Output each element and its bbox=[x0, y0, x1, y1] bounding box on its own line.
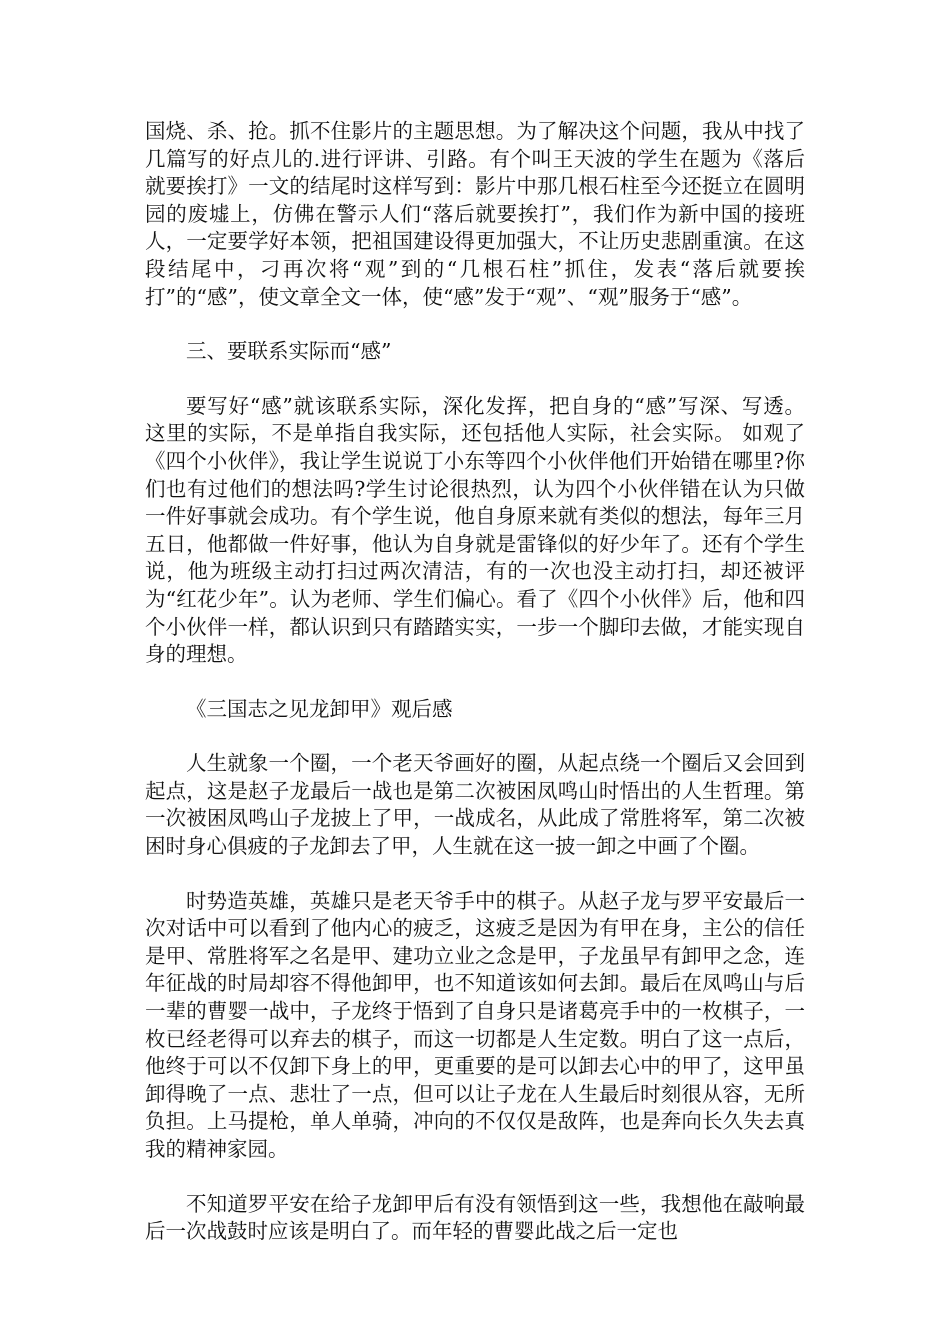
paragraph-practice: 要写好“感”就该联系实际，深化发挥，把自身的“感”写深、写透。 这里的实际，不是单指自我实际，还包括他人实际，社会实际。 如观了《四个小伙伴》，我让学生说说丁小东等四个小伙伴他们开始错在哪里?你们也有过他们的想法吗?学生讨论很热烈，认为四个小伙伴错在认为只做一件好事就会成功。有个学生说，他自身原来就有类似的想法，每年三月五日，他都做一件好事，他认为自身就是雷锋似的好少年了。还有个学生说，他为班级主动打扫过两次清洁，有的一次也没主动打扫，却还被评为“红花少年”。认为老师、学生们偏心。看了《四个小伙伴》后，他和四个小伙伴一样，都认识到只有踏踏实实，一步一个脚印去做，才能实现自身的理想。 bbox=[145, 393, 805, 667]
paragraph-hero-and-chess: 时势造英雄，英雄只是老天爷手中的棋子。从赵子龙与罗平安最后一次对话中可以看到了他内心的疲乏，这疲乏是因为有甲在身，主公的信任是甲、常胜将军之名是甲、建功立业之念是甲，子龙虽早有卸甲之念，连年征战的时局却容不得他卸甲，也不知道该如何去卸。最后在凤鸣山与后一辈的曹婴一战中，子龙终于悟到了自身只是诸葛亮手中的一枚棋子，一枚已经老得可以弃去的棋子，而这一切都是人生定数。明白了这一点后，他终于可以不仅卸下身上的甲，更重要的是可以卸去心中的甲了，这甲虽卸得晚了一点、悲壮了一点，但可以让子龙在人生最后时刻很从容，无所负担。上马提枪，单人单骑，冲向的不仅仅是敌阵，也是奔向长久失去真我的精神家园。 bbox=[145, 888, 805, 1161]
paragraph-circle-of-life: 人生就象一个圈，一个老天爷画好的圈，从起点绕一个圈后又会回到起点，这是赵子龙最后一战也是第二次被困凤鸣山时悟出的人生哲理。第一次被困凤鸣山子龙披上了甲，一战成名，从此成了常胜将军，第二次被困时身心俱疲的子龙卸去了甲，人生就在这一披一卸之中画了个圈。 bbox=[145, 751, 805, 859]
paragraph-continuation: 国烧、杀、抢。抓不住影片的主题思想。为了解决这个问题，我从中找了几篇写的好点儿的.进行评讲、引路。有个叫王天波的学生在题为《落后就要挨打》一文的结尾时这样写到：影片中那几根石柱至今还挺立在圆明园的废墟上，仿佛在警示人们“落后就要挨打”，我们作为新中国的接班人，一定要学好本领，把祖国建设得更加强大，不让历史悲剧重演。在这段结尾中，刁再次将“观”到的“几根石柱”抓住，发表“落后就要挨打”的“感”，使文章全文一体，使“感”发于“观”、“观”服务于“感”。 bbox=[145, 119, 805, 309]
paragraph-luo-pingan: 不知道罗平安在给子龙卸甲后有没有领悟到这一些，我想他在敲响最后一次战鼓时应该是明白了。而年轻的曹婴此战之后一定也 bbox=[145, 1191, 805, 1244]
essay-title: 《三国志之见龙卸甲》观后感 bbox=[186, 696, 453, 721]
section-heading-practice: 三、要联系实际而“感” bbox=[186, 339, 392, 364]
document-page bbox=[145, 118, 805, 1246]
